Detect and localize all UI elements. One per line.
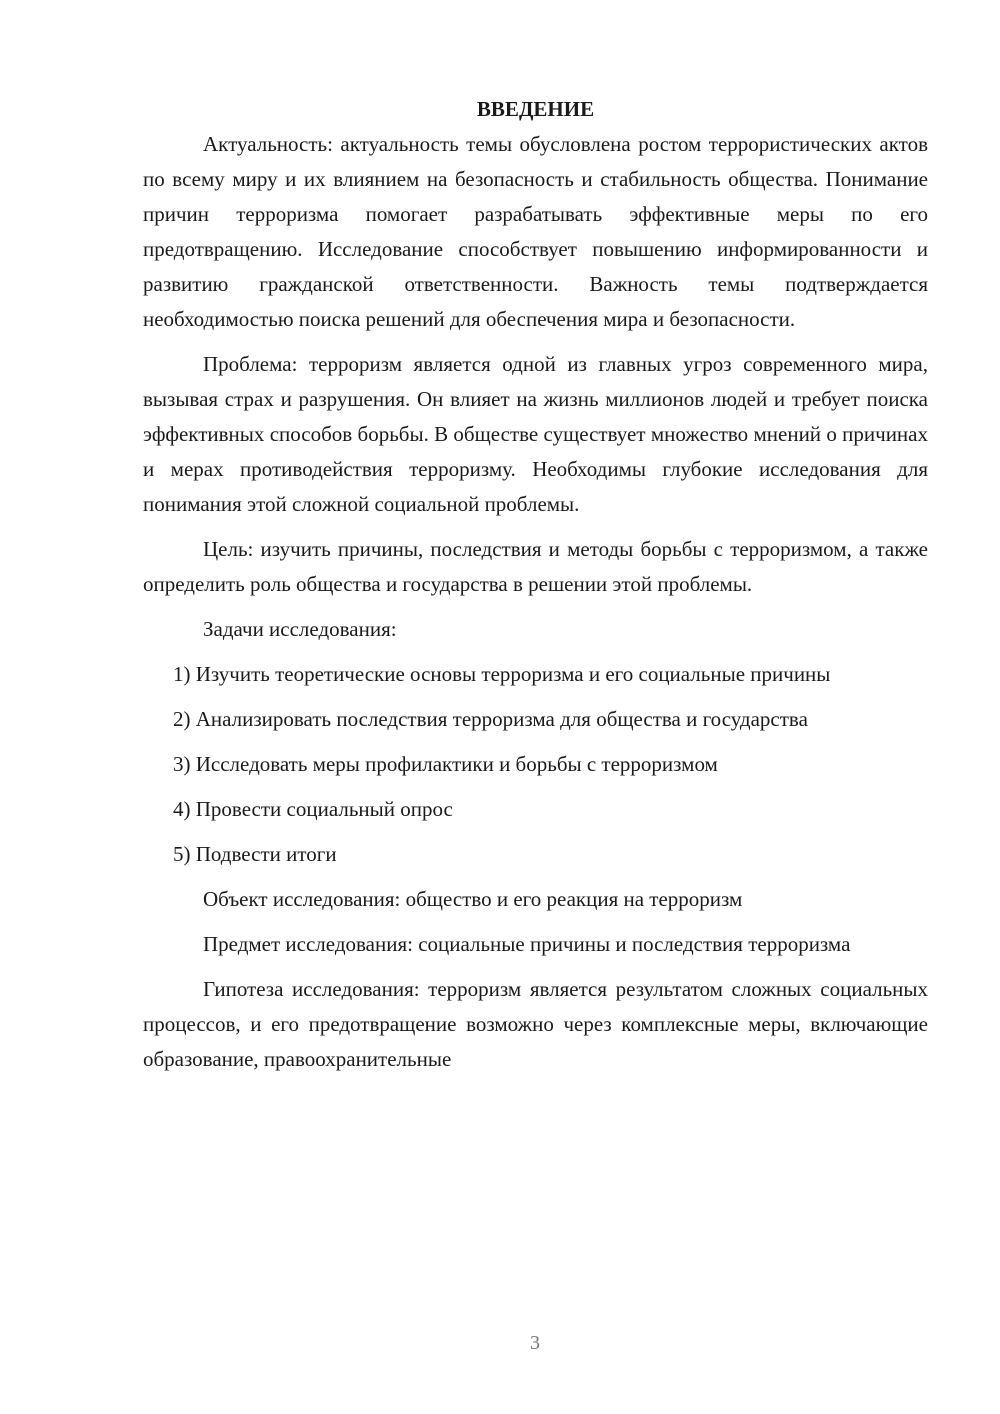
page-title: ВВЕДЕНИЕ	[476, 97, 595, 121]
document-page	[143, 92, 928, 1087]
subject-paragraph: Предмет исследования: социальные причины и последствия терроризма	[203, 932, 851, 956]
task-item-3: 3) Исследовать меры профилактики и борьбы с терроризмом	[173, 752, 718, 776]
task-item-5: 5) Подвести итоги	[173, 842, 337, 866]
task-item-2: 2) Анализировать последствия терроризма для общества и государства	[173, 707, 808, 731]
task-item-4: 4) Провести социальный опрос	[173, 797, 453, 821]
page-number: 3	[530, 1332, 540, 1354]
task-item-1: 1) Изучить теоретические основы терроризма и его социальные причины	[173, 662, 831, 686]
object-paragraph: Объект исследования: общество и его реакция на терроризм	[203, 887, 743, 911]
goal-paragraph: Цель: изучить причины, последствия и методы борьбы с терроризмом, а также определить роль общества и государства в решении этой проблемы.	[143, 537, 928, 596]
tasks-heading: Задачи исследования:	[203, 617, 397, 641]
relevance-paragraph: Актуальность: актуальность темы обусловлена ростом террористических актов по всему миру и их влиянием на безопасность и стабильность общества. Понимание причин терроризма помогает разрабатывать эффективные меры по его предотвращению. Исследование способствует повышению информированности и развитию гражданской ответственности. Важность темы подтверждается необходимостью поиска решений для обеспечения мира и безопасности.	[143, 132, 928, 331]
hypothesis-paragraph: Гипотеза исследования: терроризм является результатом сложных социальных процессов, и его предотвращение возможно через комплексные меры, включающие образование, правоохранительные	[143, 977, 928, 1071]
problem-paragraph: Проблема: терроризм является одной из главных угроз современного мира, вызывая страх и разрушения. Он влияет на жизнь миллионов людей и требует поиска эффективных способов борьбы. В обществе существует множество мнений о причинах и мерах противодействия терроризму. Необходимы глубокие исследования для понимания этой сложной социальной проблемы.	[143, 352, 928, 516]
